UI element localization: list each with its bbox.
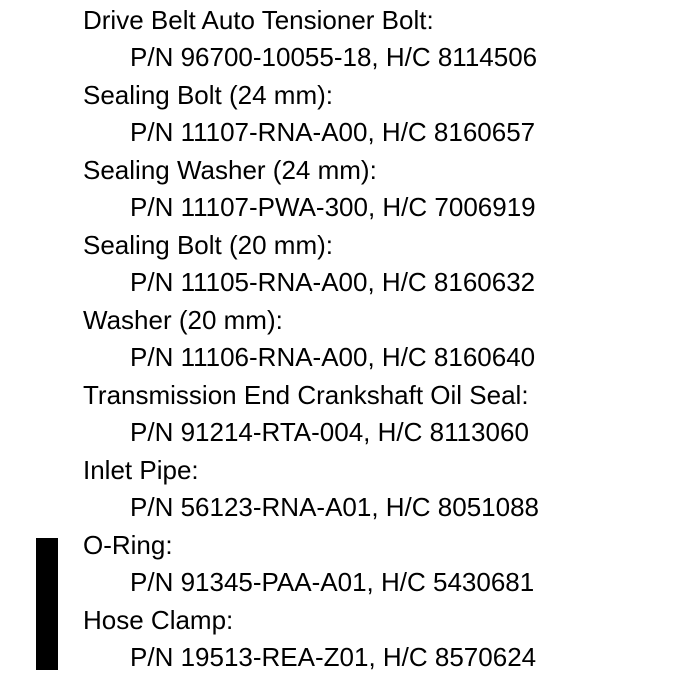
part-entry — [83, 304, 683, 379]
part-entry — [83, 229, 683, 304]
part-number: P/N 11105-RNA-A00, H/C 8160632 — [130, 267, 536, 297]
part-number: P/N 19513-REA-Z01, H/C 8570624 — [130, 642, 537, 672]
part-entry — [83, 4, 683, 79]
part-name: Inlet Pipe: — [83, 455, 199, 485]
part-name: Hose Clamp: — [83, 605, 234, 635]
part-name: O-Ring: — [83, 530, 173, 560]
part-number: P/N 11106-RNA-A00, H/C 8160640 — [130, 342, 536, 372]
part-name: Washer (20 mm): — [83, 305, 283, 335]
part-name: Drive Belt Auto Tensioner Bolt: — [83, 5, 434, 35]
part-number: P/N 56123-RNA-A01, H/C 8051088 — [130, 492, 540, 522]
part-entry — [83, 379, 683, 454]
parts-list — [83, 4, 683, 679]
part-name: Transmission End Crankshaft Oil Seal: — [83, 380, 529, 410]
part-name: Sealing Bolt (20 mm): — [83, 230, 333, 260]
part-number: P/N 91345-PAA-A01, H/C 5430681 — [130, 567, 535, 597]
part-number: P/N 11107-PWA-300, H/C 7006919 — [130, 192, 536, 222]
part-name: Sealing Washer (24 mm): — [83, 155, 377, 185]
part-number: P/N 91214-RTA-004, H/C 8113060 — [130, 417, 529, 447]
part-entry — [83, 79, 683, 154]
part-number: P/N 11107-RNA-A00, H/C 8160657 — [130, 117, 536, 147]
part-entry — [83, 604, 683, 679]
part-entry — [83, 154, 683, 229]
part-number: P/N 96700-10055-18, H/C 8114506 — [130, 42, 538, 72]
part-name: Sealing Bolt (24 mm): — [83, 80, 333, 110]
revision-change-bar — [36, 538, 58, 670]
part-entry — [83, 529, 683, 604]
part-entry — [83, 454, 683, 529]
